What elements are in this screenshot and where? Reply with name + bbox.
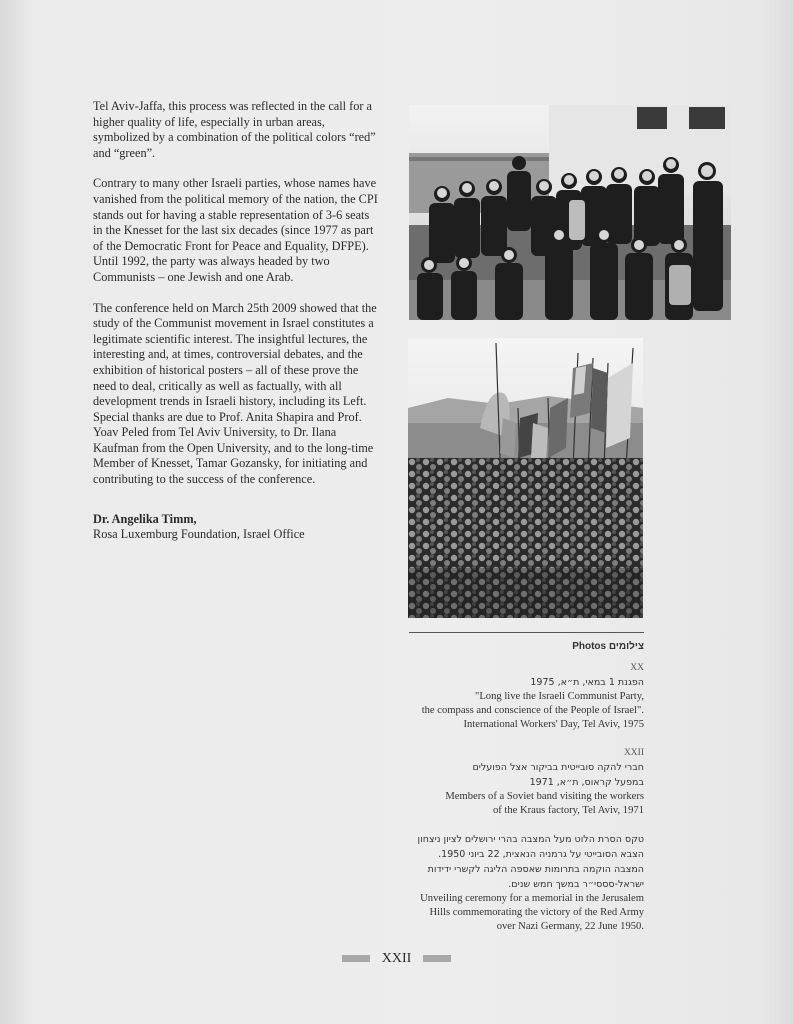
caption-english: Members of a Soviet band visiting the workers	[445, 791, 644, 802]
footer-bar-left	[342, 955, 370, 962]
signature-name: Dr. Angelika Timm,	[93, 511, 197, 526]
signature-organization: Rosa Luxemburg Foundation, Israel Office	[93, 527, 305, 542]
caption-hebrew: במפעל קראוס, ת״א, 1971	[529, 777, 644, 788]
caption-english: International Workers' Day, Tel Aviv, 1975	[463, 719, 644, 730]
paragraph-2: Contrary to many other Israeli parties, whose names have vanished from the political memory of the nation, the CPI stands out for having a stable representation of 3-6 seats in the Knesset for the last six decades (since 1977 as part of the Democratic Front for Peace and Equality, DFPE). Until 1992, the party was always headed by two Communists – one Jewish and one Arab.	[93, 176, 378, 284]
crowd-flags-photo	[408, 338, 643, 618]
group-photo	[409, 105, 731, 320]
body-text-column	[93, 99, 378, 543]
caption-hebrew: המצבה הוקמה בתרומות שאספה הליגה לקשרי ידידות	[427, 864, 644, 875]
caption-hebrew: ישראל-סססי״ר במשך חמש שנים.	[508, 879, 644, 890]
caption-hebrew: הצבא הסובייטי על גרמניה הנאצית, 22 ביוני 1950.	[438, 849, 644, 860]
caption-hebrew: טקס הסרת הלוט מעל המצבה בהרי ירושלים לציון ניצחון	[417, 834, 644, 845]
caption-item	[405, 746, 644, 818]
page-number: XXII	[381, 951, 412, 966]
caption-ref: XXII	[623, 748, 644, 758]
photo-captions	[405, 640, 644, 948]
caption-english: Hills commemorating the victory of the Red Army	[429, 907, 644, 918]
paragraph-3: The conference held on March 25th 2009 showed that the study of the Communist movement in Israel constitutes a legitimate scientific interest. The insightful lectures, the interesting and, at times, controversial debates, and the exhibition of historical posters – all of these prove the need to deal, critically as well as factually, with all development trends in Israeli history, including its Left. Special thanks are due to Prof. Anita Shapira and Prof. Yoav Peled from Tel Aviv University, to Dr. Ilana Kaufman from the Open University, and to the long-time Member of Knesset, Tamar Gozansky, for initiating and contributing to the success of the conference.	[93, 300, 377, 487]
caption-item	[405, 832, 644, 934]
page-footer	[0, 951, 793, 967]
caption-english: the compass and conscience of the People of Israel".	[421, 705, 644, 716]
caption-english: over Nazi Germany, 22 June 1950.	[496, 921, 644, 932]
caption-hebrew: חברי להקה סובייטית בביקור אצל הפועלים	[472, 762, 644, 773]
caption-item	[405, 661, 644, 732]
paragraph-1: Tel Aviv-Jaffa, this process was reflected in the call for a higher quality of life, especially in urban areas, symbolized by a combination of the political colors “red” and “green”.	[93, 99, 376, 160]
caption-hebrew: הפגנת 1 במאי, ת״א, 1975	[530, 677, 644, 688]
caption-english: "Long live the Israeli Communist Party,	[475, 691, 644, 702]
captions-heading: Photos צילומים	[572, 641, 644, 652]
caption-english: Unveiling ceremony for a memorial in the Jerusalem	[420, 893, 644, 904]
footer-bar-right	[423, 955, 451, 962]
caption-ref: XX	[630, 663, 644, 673]
caption-english: of the Kraus factory, Tel Aviv, 1971	[492, 805, 644, 816]
caption-divider	[409, 632, 644, 633]
